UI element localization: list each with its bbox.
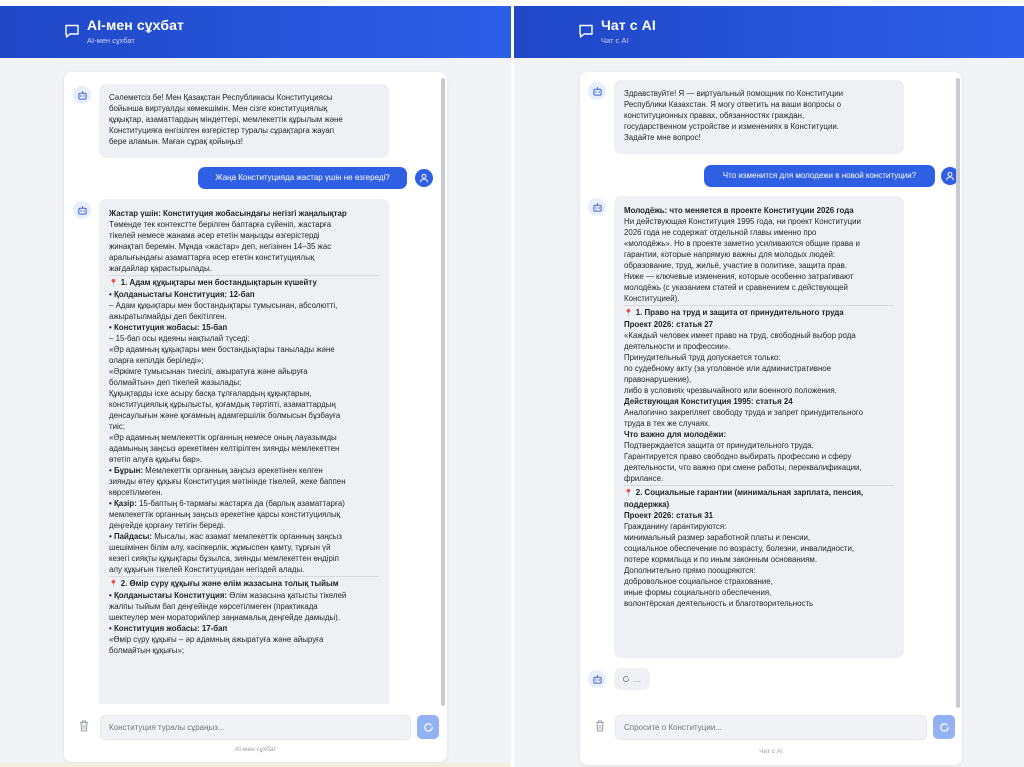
app-header bbox=[514, 6, 1024, 58]
message-line: «Каждый человек имеет право на труд, свободный выбор рода bbox=[624, 331, 856, 340]
robot-icon bbox=[592, 202, 603, 213]
message-line: жалпы тыйым бап деңгейінде көрсетілмеген (практикада bbox=[109, 602, 318, 611]
message-list[interactable] bbox=[64, 72, 441, 704]
subsection-label: Проект 2026: статья 27 bbox=[624, 320, 714, 329]
message-line: Подтверждается защита от принудительного труда. bbox=[624, 441, 814, 450]
answer-title: Молодёжь: что меняется в проекте Конституции 2026 года bbox=[624, 206, 854, 215]
app-subtitle: AI-мен сұхбат bbox=[87, 36, 135, 45]
message-line: көрсетілмеген. bbox=[109, 488, 163, 497]
bot-avatar bbox=[588, 198, 606, 216]
user-message: Жаңа Конституцияда жастар үшін не өзгереді? bbox=[198, 167, 407, 189]
app-header bbox=[0, 6, 511, 58]
bot-message-answer bbox=[614, 196, 904, 658]
message-line: • Қазір: 15-баптың 6-тармағы жастарға да (барлық азаматтарға) bbox=[109, 499, 345, 508]
app-subtitle: Чат с AI bbox=[601, 36, 629, 45]
message-line: деятельности, что важно при смене работы, переквалификации, bbox=[624, 463, 862, 472]
bot-avatar bbox=[588, 670, 606, 688]
spinner-icon bbox=[939, 722, 950, 733]
section-divider bbox=[109, 576, 379, 577]
message-input[interactable] bbox=[100, 715, 411, 740]
bot-avatar bbox=[73, 201, 91, 219]
robot-icon bbox=[77, 90, 88, 101]
message-line: минимальный размер заработной платы и пенсии, bbox=[624, 533, 811, 542]
user-icon bbox=[419, 173, 429, 183]
typing-text: … bbox=[632, 674, 642, 684]
message-input[interactable] bbox=[615, 715, 927, 740]
message-line: по судебному акту (за уголовное или административное bbox=[624, 364, 832, 373]
message-list[interactable] bbox=[580, 72, 956, 704]
section-divider bbox=[624, 305, 894, 306]
message-line: правонарушение), bbox=[624, 375, 692, 384]
message-line: кезегі сияқты құқықтары бұзылса, зиянды мемлекеттен өндіріп bbox=[109, 554, 339, 563]
message-line: государственном устройстве и изменениях в Конституции. bbox=[624, 122, 839, 131]
user-icon bbox=[945, 171, 955, 181]
section-divider bbox=[624, 485, 894, 486]
message-line: алу құқығын тікелей Конституциядан негіздей алады. bbox=[109, 565, 305, 574]
bottom-strip bbox=[0, 763, 511, 767]
spinner-icon bbox=[423, 722, 434, 733]
subsection-label: • Қолданыстағы Конституция: 12-бап bbox=[109, 290, 255, 299]
message-line: жағдайлар қарастырылады. bbox=[109, 264, 212, 273]
input-row bbox=[580, 712, 962, 742]
bot-avatar bbox=[73, 86, 91, 104]
message-line: конституциялық құрылысты, қоғамдық тәртіпті, азаматтардың bbox=[109, 400, 336, 409]
message-line: добровольное социальное страхование, bbox=[624, 577, 773, 586]
message-line: шешімінен білім алу, кәсіпкерлік, жұмыспен қамту, тұрғын үй bbox=[109, 543, 331, 552]
message-line: 2026 года не содержат отдельной главы именно про bbox=[624, 228, 817, 237]
message-line: Аналогично закрепляет свободу труда и запрет принудительного bbox=[624, 408, 863, 417]
subsection-label: • Конституция жобасы: 15-бап bbox=[109, 323, 228, 332]
section-divider bbox=[109, 275, 379, 276]
message-line: фрилансе. bbox=[624, 474, 664, 483]
robot-icon bbox=[592, 674, 603, 685]
message-line: бере аламын. Маған сұрақ қойыңыз! bbox=[109, 137, 243, 146]
user-avatar bbox=[941, 167, 956, 185]
message-line: Ниже — ключевые изменения, которые особенно затрагивают bbox=[624, 272, 854, 281]
message-line: образование, труд, жильё, участие в политике, защита прав. bbox=[624, 261, 847, 270]
message-line: либо в условиях чрезвычайного или военного положения. bbox=[624, 386, 837, 395]
message-line: • Қолданыстағы Конституция: Өлім жазасына қатысты тікелей bbox=[109, 591, 347, 600]
subsection-label: Что важно для молодёжи: bbox=[624, 430, 727, 439]
chat-bubble-icon bbox=[64, 23, 80, 39]
message-line: зиянды өтеу құқығы Конституция мәтінінде тікелей, жеке баппен bbox=[109, 477, 346, 486]
subsection-label: • Конституция жобасы: 17-бап bbox=[109, 624, 228, 633]
scrollbar[interactable] bbox=[441, 78, 445, 706]
input-row bbox=[64, 712, 447, 742]
message-line: Гражданину гарантируются: bbox=[624, 522, 727, 531]
message-line: құқықтар, азаматтардың міндеттері, мемлекеттік құрылым және bbox=[109, 115, 343, 124]
chat-panel-russian bbox=[514, 6, 1024, 767]
message-line: Конституцией). bbox=[624, 294, 680, 303]
robot-icon bbox=[592, 86, 603, 97]
message-line: «Өмір сүру құқығы – әр адамның ажыратуға және айыруға bbox=[109, 635, 324, 644]
message-line: – Адам құқықтары мен бостандықтары тумысынан, абсолютті, bbox=[109, 301, 338, 310]
message-line: болмайтын құқығы»; bbox=[109, 646, 185, 655]
message-line: иные формы социального обеспечения, bbox=[624, 588, 772, 597]
message-line: болмайтын» деп тікелей жазылады; bbox=[109, 378, 242, 387]
message-line: Здравствуйте! Я — виртуальный помощник по Конституции bbox=[624, 89, 844, 98]
section-title: 📍 2. Өмір сүру құқығы және өлім жазасына толық тыйым bbox=[109, 579, 339, 588]
robot-icon bbox=[77, 205, 88, 216]
message-line: Гарантируется право свободно выбирать профессию и сферу bbox=[624, 452, 852, 461]
chat-panel-kazakh bbox=[0, 6, 511, 767]
message-line: «Әр адамның құқықтары мен бостандықтары танылады және bbox=[109, 345, 335, 354]
section-title: 📍 2. Социальные гарантии (минимальная зарплата, пенсия, bbox=[624, 488, 864, 497]
message-line: труда в тех же случаях. bbox=[624, 419, 711, 428]
chat-bubble-icon bbox=[578, 23, 594, 39]
message-line: Республики Казахстан. Я могу ответить на ваши вопросы о bbox=[624, 100, 841, 109]
message-line: өтетіп алуға құқығы бар». bbox=[109, 455, 203, 464]
message-line: Төменде тек контекстте берілген баптарға сүйеніп, жастарға bbox=[109, 220, 332, 229]
trash-icon[interactable] bbox=[78, 719, 90, 733]
message-line: Задайте мне вопрос! bbox=[624, 133, 701, 142]
chat-card bbox=[64, 72, 447, 762]
message-line: деңгейде қорғану тетігін береді. bbox=[109, 521, 226, 530]
section-title: поддержка) bbox=[624, 500, 670, 509]
user-message: Что изменится для молодежи в новой конституции? bbox=[704, 165, 935, 187]
message-line: адамының заңсыз әрекетімен келтірілген зиянды мемлекеттен bbox=[109, 444, 340, 453]
app-title: AI-мен сұхбат bbox=[87, 17, 184, 33]
message-line: Принудительный труд допускается только: bbox=[624, 353, 781, 362]
footer-note: AI-мен сұхбат bbox=[234, 746, 277, 753]
message-line: «Әр адамның мемлекеттік органның немесе оның лауазымды bbox=[109, 433, 337, 442]
message-line: жинақтап беремін. Мұнда «жастар» деп, негізінен 14–35 жас bbox=[109, 242, 332, 251]
message-line: конституционных правах, обязанностях граждан, bbox=[624, 111, 805, 120]
pin-icon: 📍 bbox=[624, 490, 633, 497]
message-line: тиіс; bbox=[109, 422, 125, 431]
pin-icon: 📍 bbox=[109, 280, 118, 287]
message-line: денсаулығын және қоғамның адамгершілік болмысын бұзбауға bbox=[109, 411, 341, 420]
typing-indicator bbox=[614, 668, 650, 690]
bot-message-answer bbox=[99, 199, 389, 704]
section-title: 📍 1. Адам құқықтары мен бостандықтарын күшейту bbox=[109, 278, 317, 287]
bot-avatar bbox=[588, 82, 606, 100]
spinner-icon bbox=[622, 675, 630, 683]
message-line: • Пайдасы: Мысалы, жас азамат мемлекеттік органның заңсыз bbox=[109, 532, 342, 541]
bot-message-welcome bbox=[99, 84, 389, 158]
section-title: 📍 1. Право на труд и защита от принудительного труда bbox=[624, 308, 844, 317]
trash-icon[interactable] bbox=[594, 719, 606, 733]
message-line: аралығындағы азаматтарға әсер ететін конституциялық bbox=[109, 253, 315, 262]
message-line: тікелей немесе жанама әсер ететін маңызды өзгерістерді bbox=[109, 231, 320, 240]
message-line: социальное обеспечение по возрасту, болезни, инвалидности, bbox=[624, 544, 855, 553]
message-line: мемлекеттік органның заңсыз әрекетіне қарсы конституциялық bbox=[109, 510, 341, 519]
message-line: Дополнительно прямо поощряются: bbox=[624, 566, 756, 575]
pin-icon: 📍 bbox=[624, 310, 633, 317]
message-line: ажыратылмайды деп бекітілген. bbox=[109, 312, 227, 321]
app-title: Чат с AI bbox=[601, 17, 656, 33]
user-avatar bbox=[415, 169, 433, 187]
footer-note: Чат с AI bbox=[759, 748, 783, 755]
message-line: • Бұрын: Мемлекеттік органның заңсыз әрекетінен келген bbox=[109, 466, 323, 475]
message-line: – 15-бап осы идеяны нақтылай түседі: bbox=[109, 334, 250, 343]
subsection-label: Проект 2026: статья 31 bbox=[624, 511, 714, 520]
chat-card bbox=[580, 72, 962, 765]
subsection-label: Действующая Конституция 1995: статья 24 bbox=[624, 397, 793, 406]
bot-message-welcome bbox=[614, 80, 904, 154]
pin-icon: 📍 bbox=[109, 581, 118, 588]
message-line: потере кормильца и по иным законным основаниям. bbox=[624, 555, 818, 564]
message-line: деятельности и профессии». bbox=[624, 342, 731, 351]
message-line: шектеулер мен мораторийлер заңнамалық деңгейде дамыды). bbox=[109, 613, 340, 622]
message-line: Конституцияға енгізілген өзгерістер туралы сұрақтарға жауап bbox=[109, 126, 335, 135]
scrollbar[interactable] bbox=[956, 78, 960, 708]
message-line: гарантии, которые напрямую важны для молодых людей: bbox=[624, 250, 836, 259]
message-line: Ни действующая Конституция 1995 года, ни проект Конституции bbox=[624, 217, 861, 226]
message-line: Құқықтарды іске асыру басқа тұлғалардың құқықтарын, bbox=[109, 389, 312, 398]
message-line: «Әркімге тумысынан тиесілі, ажыратуға және айыруға bbox=[109, 367, 308, 376]
message-line: молодёжь (с указанием статей и сравнением с действующей bbox=[624, 283, 848, 292]
message-line: «молодёжь». Но в проекте заметно усиливаются общие права и bbox=[624, 239, 860, 248]
send-button[interactable] bbox=[933, 715, 955, 739]
message-line: бойынша виртуалды көмекшімін. Мен сізге конституциялық bbox=[109, 104, 328, 113]
message-line: оларға кепілдік беріледі»; bbox=[109, 356, 204, 365]
message-line: волонтёрская деятельность и благотворительность bbox=[624, 599, 814, 608]
message-line: Сәлеметсіз бе! Мен Қазақстан Республикасы Конституциясы bbox=[109, 93, 333, 102]
send-button[interactable] bbox=[417, 715, 439, 739]
answer-title: Жастар үшін: Конституция жобасындағы негізгі жаңалықтар bbox=[109, 209, 347, 218]
